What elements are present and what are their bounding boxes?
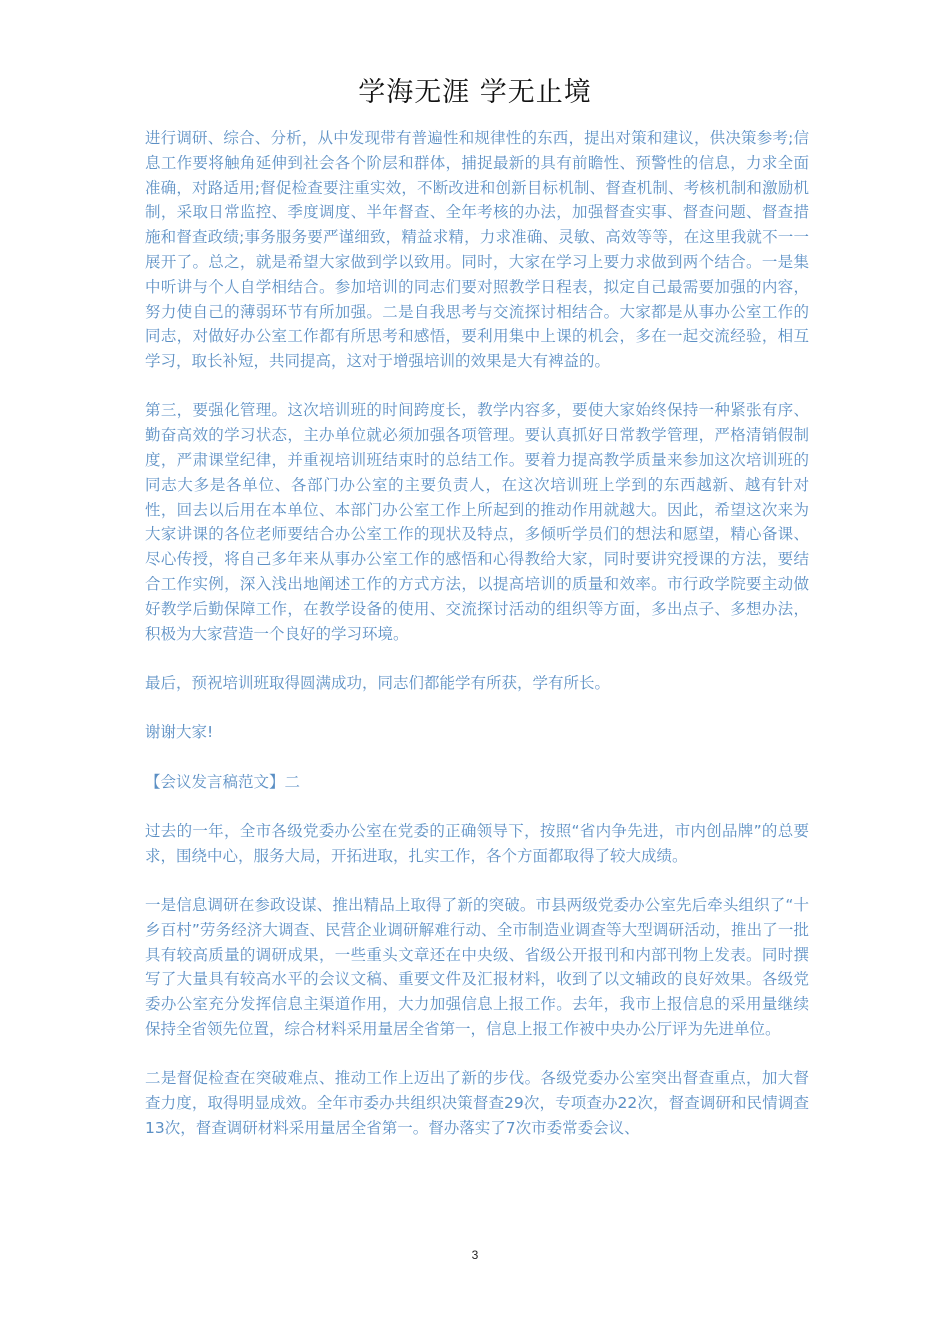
section-heading: 【会议发言稿范文】二 <box>145 772 301 791</box>
paragraph: 一是信息调研在参政设谋、推出精品上取得了新的突破。市县两级党委办公室先后牵头组织了“十乡百村”劳务经济大调查、民营企业调研解难行动、全市制造业调查等大型调研活动，推出了一批具有较高质量的调研成果，一些重头文章还在中央级、省级公开报刊和内部刊物上发表。同时撰写了大量具有较高水平的会议文稿、重要文件及汇报材料，收到了以文辅政的良好效果。各级党委办公室充分发挥信息主渠道作用，大力加强信息上报工作。去年，我市上报信息的采用量继续保持全省领先位置，综合材料采用量居全省第一，信息上报工作被中央办公厅评为先进单位。 <box>145 895 809 1038</box>
page-number: 3 <box>471 1248 479 1262</box>
paragraph: 进行调研、综合、分析，从中发现带有普遍性和规律性的东西，提出对策和建议，供决策参考;信息工作要将触角延伸到社会各个阶层和群体，捕捉最新的具有前瞻性、预警性的信息，力求全面准确，对路适用;督促检查要注重实效，不断改进和创新目标机制、督查机制、考核机制和激励机制，采取日常监控、季度调度、半年督查、全年考核的办法，加强督查实事、督查问题、督查措施和督查政绩;事务服务要严谨细致，精益求精，力求准确、灵敏、高效等等，在这里我就不一一展开了。总之，就是希望大家做到学以致用。同时，大家在学习上要力求做到两个结合。一是集中听讲与个人自学相结合。参加培训的同志们要对照教学日程表，拟定自己最需要加强的内容，努力使自己的薄弱环节有所加强。二是自我思考与交流探讨相结合。大家都是从事办公室工作的同志，对做好办公室工作都有所思考和感悟，要利用集中上课的机会，多在一起交流经验，相互学习，取长补短，共同提高，这对于增强培训的效果是大有裨益的。 <box>145 129 809 371</box>
paragraph: 最后，预祝培训班取得圆满成功，同志们都能学有所获，学有所长。 <box>145 673 611 692</box>
paragraph: 二是督促检查在突破难点、推动工作上迈出了新的步伐。各级党委办公室突出督查重点，加大督查力度，取得明显成效。全年市委办共组织决策督查29次，专项查办22次，督查调研和民情调查13次，督查调研材料采用量居全省第一。督办落实了7次市委常委会议、 <box>145 1069 809 1137</box>
paragraph: 谢谢大家! <box>145 723 214 742</box>
paragraph: 过去的一年，全市各级党委办公室在党委的正确领导下，按照“省内争先进，市内创品牌”的总要求，围绕中心，服务大局，开拓进取，扎实工作，各个方面都取得了较大成绩。 <box>145 821 809 865</box>
paragraph: 第三，要强化管理。这次培训班的时间跨度长，教学内容多，要使大家始终保持一种紧张有序、勤奋高效的学习状态，主办单位就必须加强各项管理。要认真抓好日常教学管理，严格清销假制度，严肃课堂纪律，并重视培训班结束时的总结工作。要着力提高教学质量来参加这次培训班的同志大多是各单位、各部门办公室的主要负责人，在这次培训班上学到的东西越新、越有针对性，回去以后用在本单位、本部门办公室工作上所起到的推动作用就越大。因此，希望这次来为大家讲课的各位老师要结合办公室工作的现状及特点，多倾听学员们的想法和愿望，精心备课、尽心传授，将自己多年来从事办公室工作的感悟和心得教给大家，同时要讲究授课的方法，要结合工作实例，深入浅出地阐述工作的方式方法，以提高培训的质量和效率。市行政学院要主动做好教学后勤保障工作，在教学设备的使用、交流探讨活动的组织等方面，多出点子、多想办法，积极为大家营造一个良好的学习环境。 <box>145 401 809 643</box>
document-body <box>145 126 809 1165</box>
header-title: 学海无涯 学无止境 <box>358 77 592 108</box>
